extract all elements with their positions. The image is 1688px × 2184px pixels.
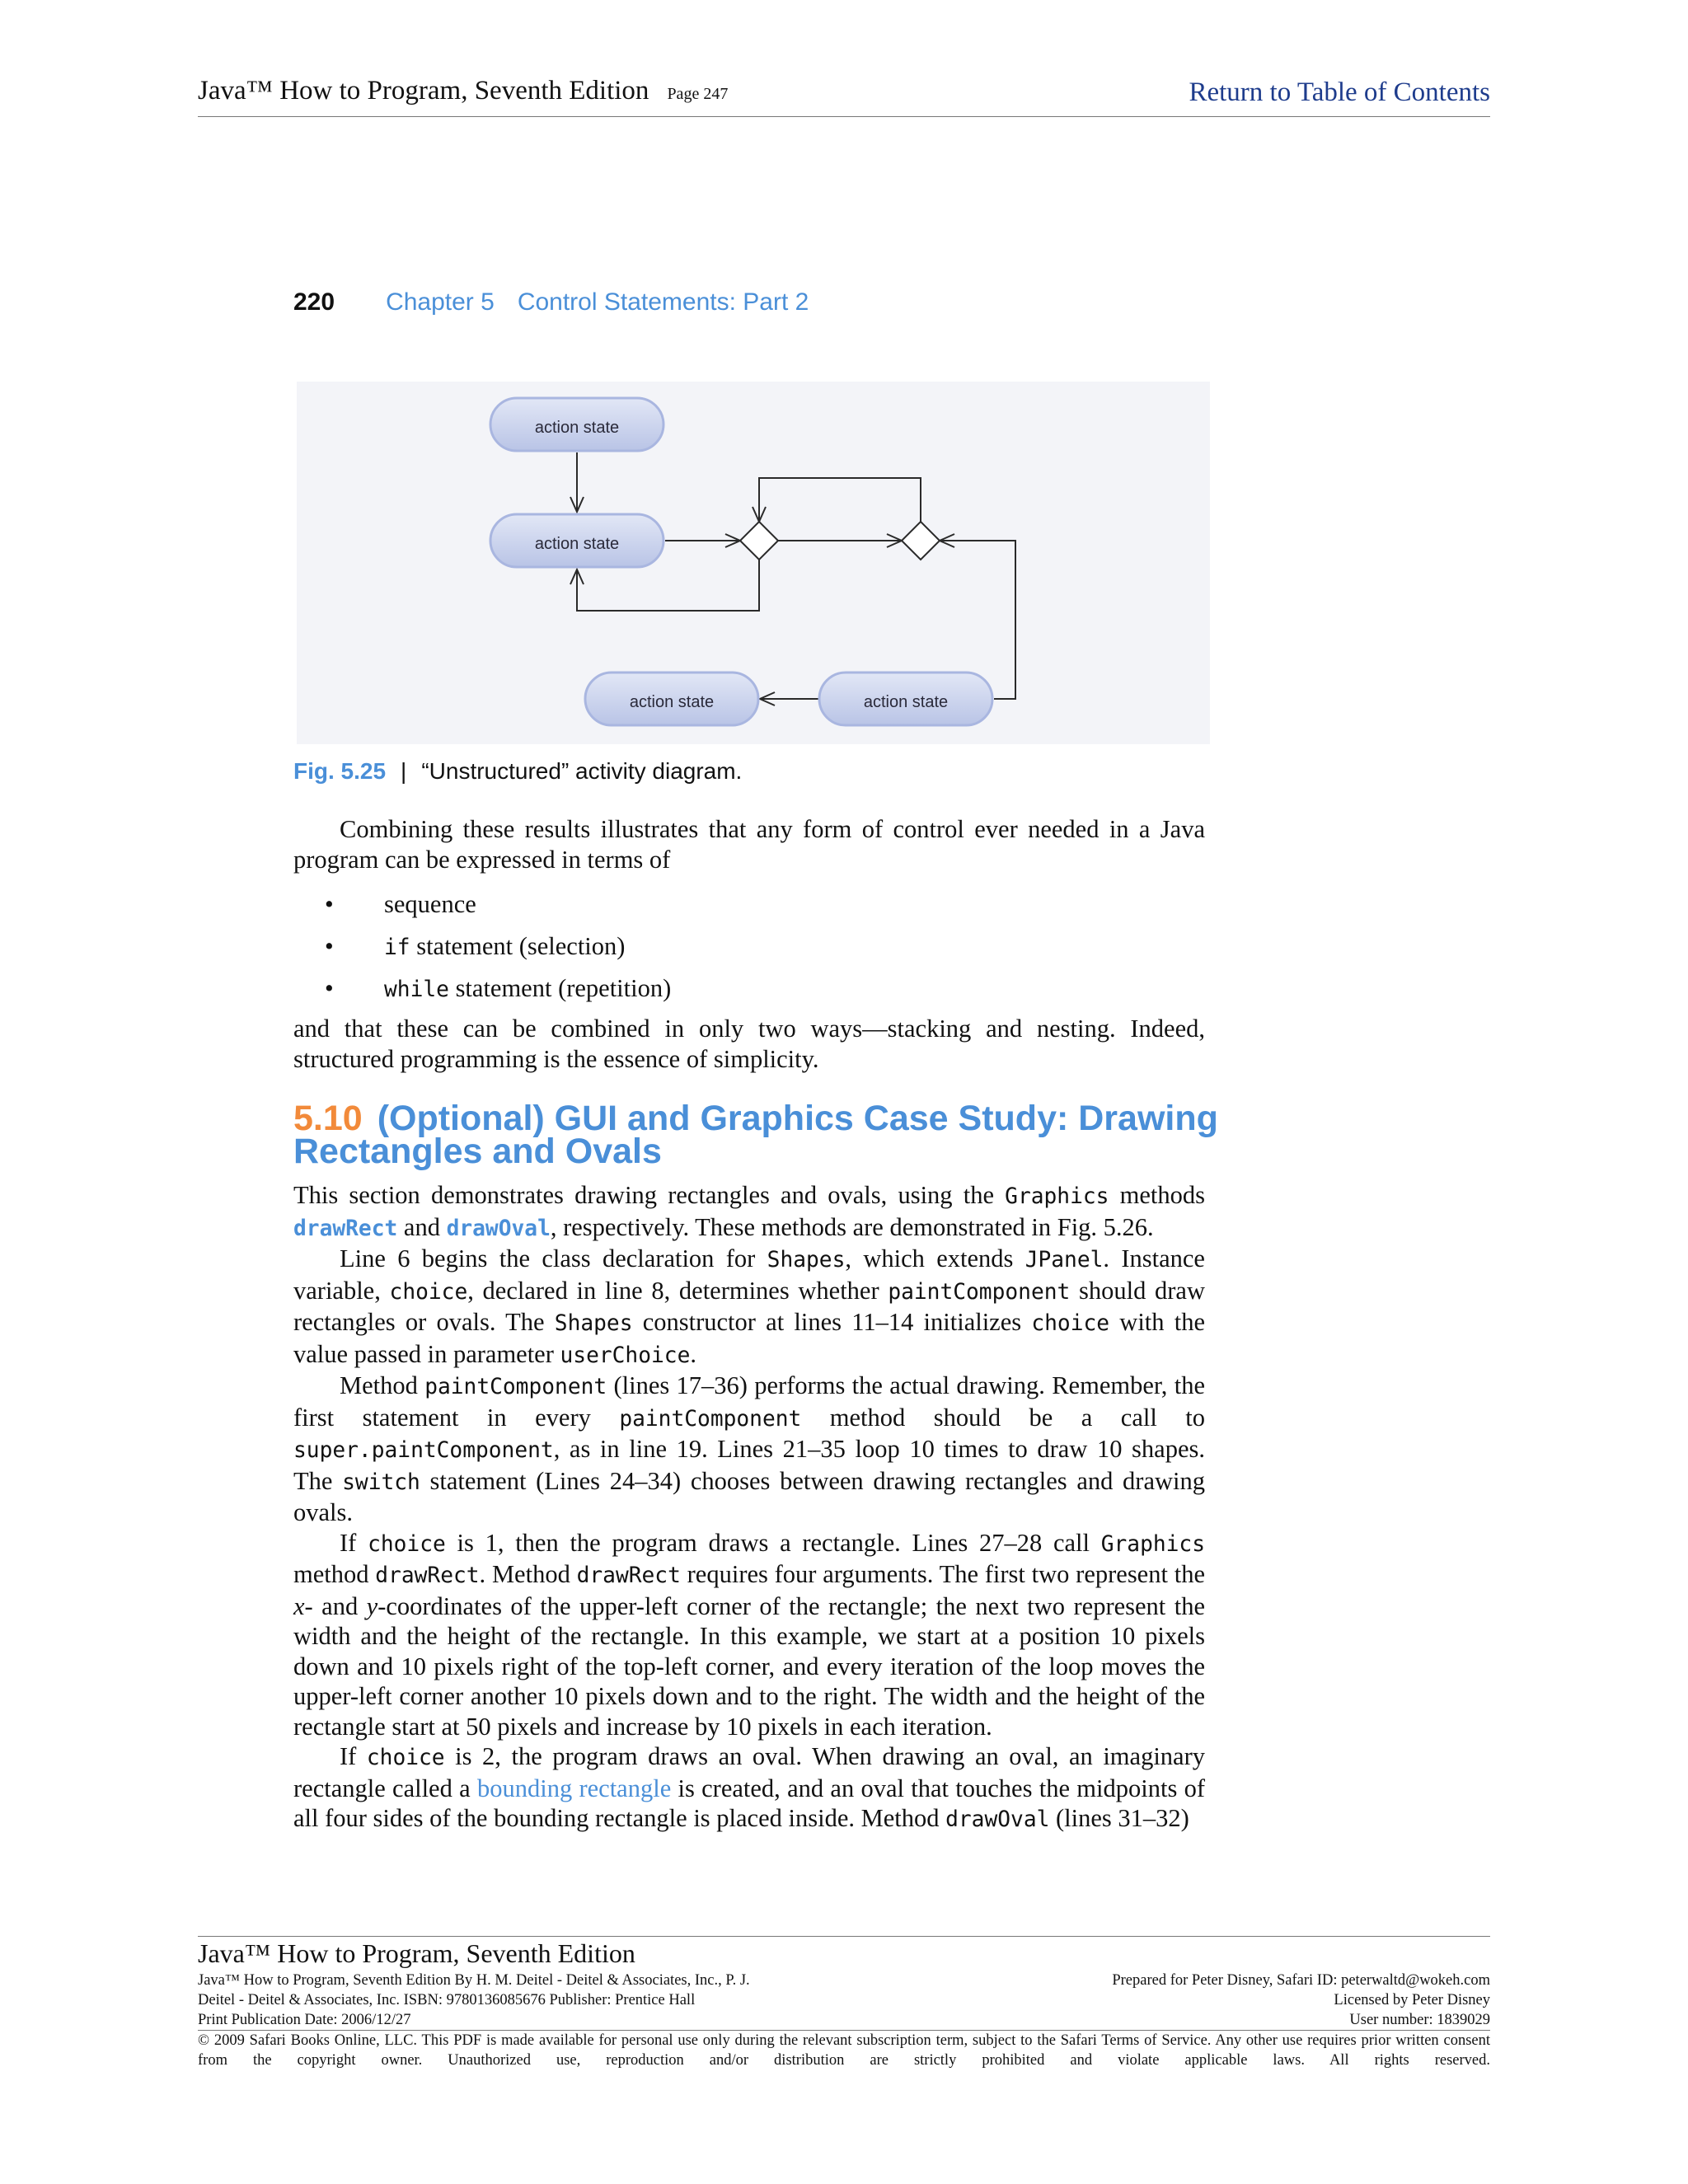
- caption-separator: |: [401, 758, 407, 784]
- footer-divider: [198, 1936, 1490, 1937]
- header-divider: [198, 116, 1490, 117]
- footer-credit: Java™ How to Program, Seventh Edition By H. M. Deitel - Deitel & Associates, Inc., P. J.: [198, 1972, 750, 1989]
- toc-link[interactable]: Return to Table of Contents: [1189, 77, 1490, 107]
- paragraph: Line 6 begins the class declaration for Shapes, which extends JPanel. Instance variable, choice, declared in line 8, determines whether paintComponent should draw rectangles or ovals. The Shapes constructor at lines 11–14 initializes choice with the value passed in parameter userChoice.: [293, 1244, 1206, 1368]
- intro-block: [293, 814, 1205, 1074]
- merge-diamond: [902, 522, 940, 560]
- action-state: [490, 514, 663, 567]
- paragraph: Method paintComponent (lines 17–36) performs the actual drawing. Remember, the first statement in every paintComponent method should be a call to super.paintComponent, as in line 19. Lines 21–35 loop 10 times to draw 10 shapes. The switch statement (Lines 24–34) chooses between drawing rectangles and drawing ovals.: [293, 1371, 1206, 1526]
- chapter-title: Control Statements: Part 2: [517, 288, 809, 316]
- paragraph: If choice is 2, the program draws an oval. When drawing an oval, an imaginary rectangle called a bounding rectangle is created, and an oval that touches the midpoints of all four sides of the bounding rectangle is placed inside. Method drawOval (lines 31–32): [293, 1742, 1206, 1832]
- book-header: [198, 76, 728, 106]
- action-state: [819, 673, 992, 725]
- caption-text: “Unstructured” activity diagram.: [421, 758, 743, 784]
- footer-info: [198, 1971, 1490, 2070]
- footer-license: Licensed by Peter Disney: [1334, 1992, 1490, 2008]
- activity-diagram: [297, 382, 1210, 744]
- action-state-label: action state: [534, 535, 620, 553]
- flow-arrow: [759, 478, 921, 522]
- glossary-term: bounding rectangle: [476, 1774, 672, 1802]
- control-list: [293, 884, 1205, 1010]
- page-label: Page 247: [667, 85, 729, 103]
- action-state-label: action state: [534, 419, 620, 437]
- intro-paragraph: Combining these results illustrates that any form of control ever needed in a Java program can be expressed in terms of: [293, 815, 1205, 874]
- action-state-label: action state: [629, 693, 715, 711]
- figure-label: Fig. 5.25: [293, 758, 387, 784]
- paragraph: This section demonstrates drawing rectangles and ovals, using the Graphics methods drawRect and drawOval, respectively. These methods are demonstrated in Fig. 5.26.: [293, 1181, 1205, 1241]
- decision-diamond: [740, 522, 778, 560]
- section-title: (Optional) GUI and Graphics Case Study: Drawing Rectangles and Ovals: [293, 1099, 1218, 1171]
- action-state-label: action state: [863, 693, 949, 711]
- footer-user: User number: 1839029: [1349, 2012, 1490, 2028]
- footer-pubdate: Print Publication Date: 2006/12/27: [198, 2012, 411, 2028]
- footer-title: Java™ How to Program, Seventh Edition: [198, 1938, 635, 1968]
- figure-caption: [293, 758, 742, 785]
- paragraph: If choice is 1, then the program draws a rectangle. Lines 27–28 call Graphics method drawRect. Method drawRect requires four arguments. The first two represent the x- and y-coordinates of the upper-left corner of the rectangle; the next two represent the width and the height of the rectangle. In this example, we start at a position 10 pixels down and 10 pixels right of the top-left corner, and every iteration of the loop moves the upper-left corner another 10 pixels down and to the right. The width and the height of the rectangle start at 50 pixels and increase by 10 pixels in each iteration.: [293, 1528, 1205, 1741]
- footer-copyright: © 2009 Safari Books Online, LLC. This PDF is made available for personal use only during the relevant subscription term, subject to the Safari Terms of Service. Any other use requires prior written consent from the copyright owner. Unauthorized use, reproduction and/or distribution are strictly prohibited and violate applicable laws. All rights reserved.: [198, 2032, 1490, 2069]
- book-title: Java™ How to Program, Seventh Edition: [198, 76, 649, 105]
- list-item: • sequence: [293, 884, 1205, 926]
- action-state: [490, 398, 663, 451]
- page-number: 220: [293, 288, 335, 316]
- section-body: [293, 1180, 1205, 1835]
- list-item: • while statement (repetition): [293, 968, 1205, 1010]
- footer-isbn: Deitel - Deitel & Associates, Inc. ISBN: 9780136085676 Publisher: Prentice Hall: [198, 1992, 696, 2008]
- section-number: 5.10: [293, 1099, 363, 1138]
- section-heading: [293, 1099, 1250, 1171]
- footer-prepared: Prepared for Peter Disney, Safari ID: peterwaltd@wokeh.com: [1112, 1972, 1490, 1989]
- list-item: • if statement (selection): [293, 926, 1205, 968]
- chapter-label: Chapter 5: [386, 288, 495, 316]
- action-state: [585, 673, 758, 725]
- running-head: [293, 288, 809, 316]
- closing-paragraph: and that these can be combined in only two ways—stacking and nesting. Indeed, structured programming is the essence of simplicity.: [293, 1015, 1205, 1073]
